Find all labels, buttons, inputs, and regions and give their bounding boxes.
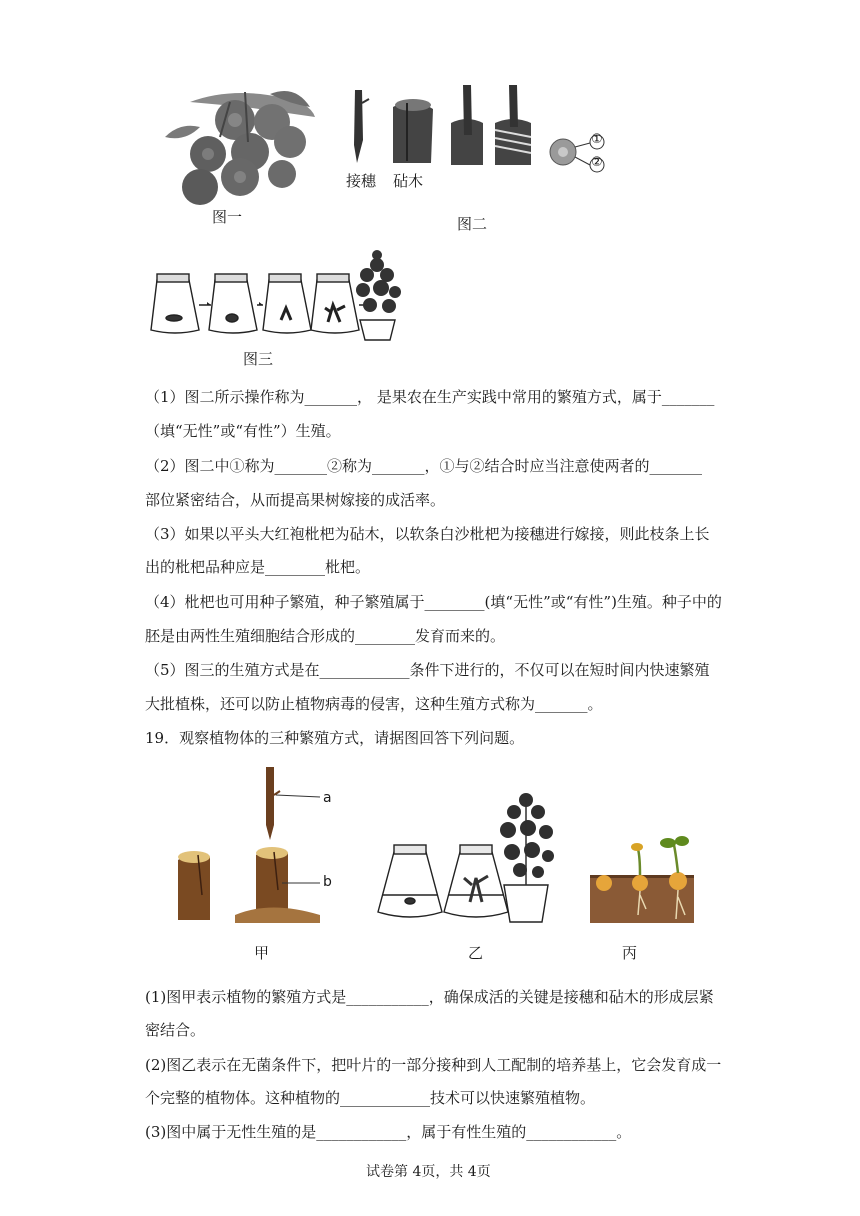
q18-part4-line1: （4）枇杷也可用种子繁殖，种子繁殖属于________(填“无性”或“有性”)生殖。种子中的 — [145, 593, 722, 611]
mark-2-label: ② — [591, 155, 603, 170]
q19-part1-line1: (1)图甲表示植物的繁殖方式是___________，确保成活的关键是接穗和砧木的形成层紧 — [145, 988, 714, 1006]
q18-part3-line1: （3）如果以平头大红袍枇杷为砧木，以软条白沙枇杷为接穗进行嫁接，则此枝条上长 — [145, 525, 710, 543]
q18-part2-line1: （2）图二中①称为_______②称为_______，①与②结合时应当注意使两者的_______ — [145, 457, 703, 475]
caption-bing: 丙 — [622, 944, 638, 962]
caption-jia: 甲 — [254, 944, 270, 962]
q19-part2-line1: (2)图乙表示在无菌条件下，把叶片的一部分接种到人工配制的培养基上，它会发育成一 — [145, 1056, 722, 1074]
caption-yi: 乙 — [468, 944, 484, 962]
q18-part5-line1: （5）图三的生殖方式是在____________条件下进行的，不仅可以在短时间内快速繁殖 — [145, 661, 710, 679]
tissue-culture-figure — [145, 250, 405, 342]
q18-part5-line2: 大批植株，还可以防止植物病毒的侵害，这种生殖方式称为_______。 — [145, 695, 603, 713]
q18-part4-line2: 胚是由两性生殖细胞结合形成的________发育而来的。 — [145, 627, 506, 645]
stock-label: 砧木 — [393, 172, 424, 190]
seed-germination-figure-bing — [590, 835, 695, 925]
page-footer: 试卷第 4页，共 4页 — [366, 1164, 491, 1180]
scion-label: 接穗 — [346, 172, 377, 190]
label-a: a — [323, 790, 332, 806]
q19-part1-line2: 密结合。 — [145, 1021, 206, 1039]
q19-part2-line2: 个完整的植物体。这种植物的____________技术可以快速繁殖植物。 — [145, 1089, 596, 1107]
q18-part2-line2: 部位紧密结合，从而提高果树嫁接的成活率。 — [145, 491, 446, 509]
q18-part1-line2: （填“无性”或“有性”）生殖。 — [145, 422, 341, 440]
mark-1-label: ① — [591, 132, 603, 147]
fruit-cluster-figure — [150, 82, 320, 207]
fig3-caption: 图三 — [243, 350, 274, 368]
label-b: b — [323, 874, 332, 890]
q19-part3-line1: (3)图中属于无性生殖的是____________，属于有性生殖的____________。 — [145, 1123, 632, 1141]
q18-part1-line1: （1）图二所示操作称为_______， 是果农在生产实践中常用的繁殖方式，属于_______ — [145, 388, 715, 406]
fig2-caption: 图二 — [457, 215, 488, 233]
fig1-caption: 图一 — [212, 208, 243, 226]
grafting-steps-figure — [345, 85, 615, 175]
q19-title: 19．观察植物体的三种繁殖方式，请据图回答下列问题。 — [145, 729, 525, 747]
grafting-figure-jia — [170, 765, 340, 925]
tissue-culture-figure-yi — [372, 790, 572, 930]
q18-part3-line2: 出的枇杷品种应是________枇杷。 — [145, 558, 371, 576]
